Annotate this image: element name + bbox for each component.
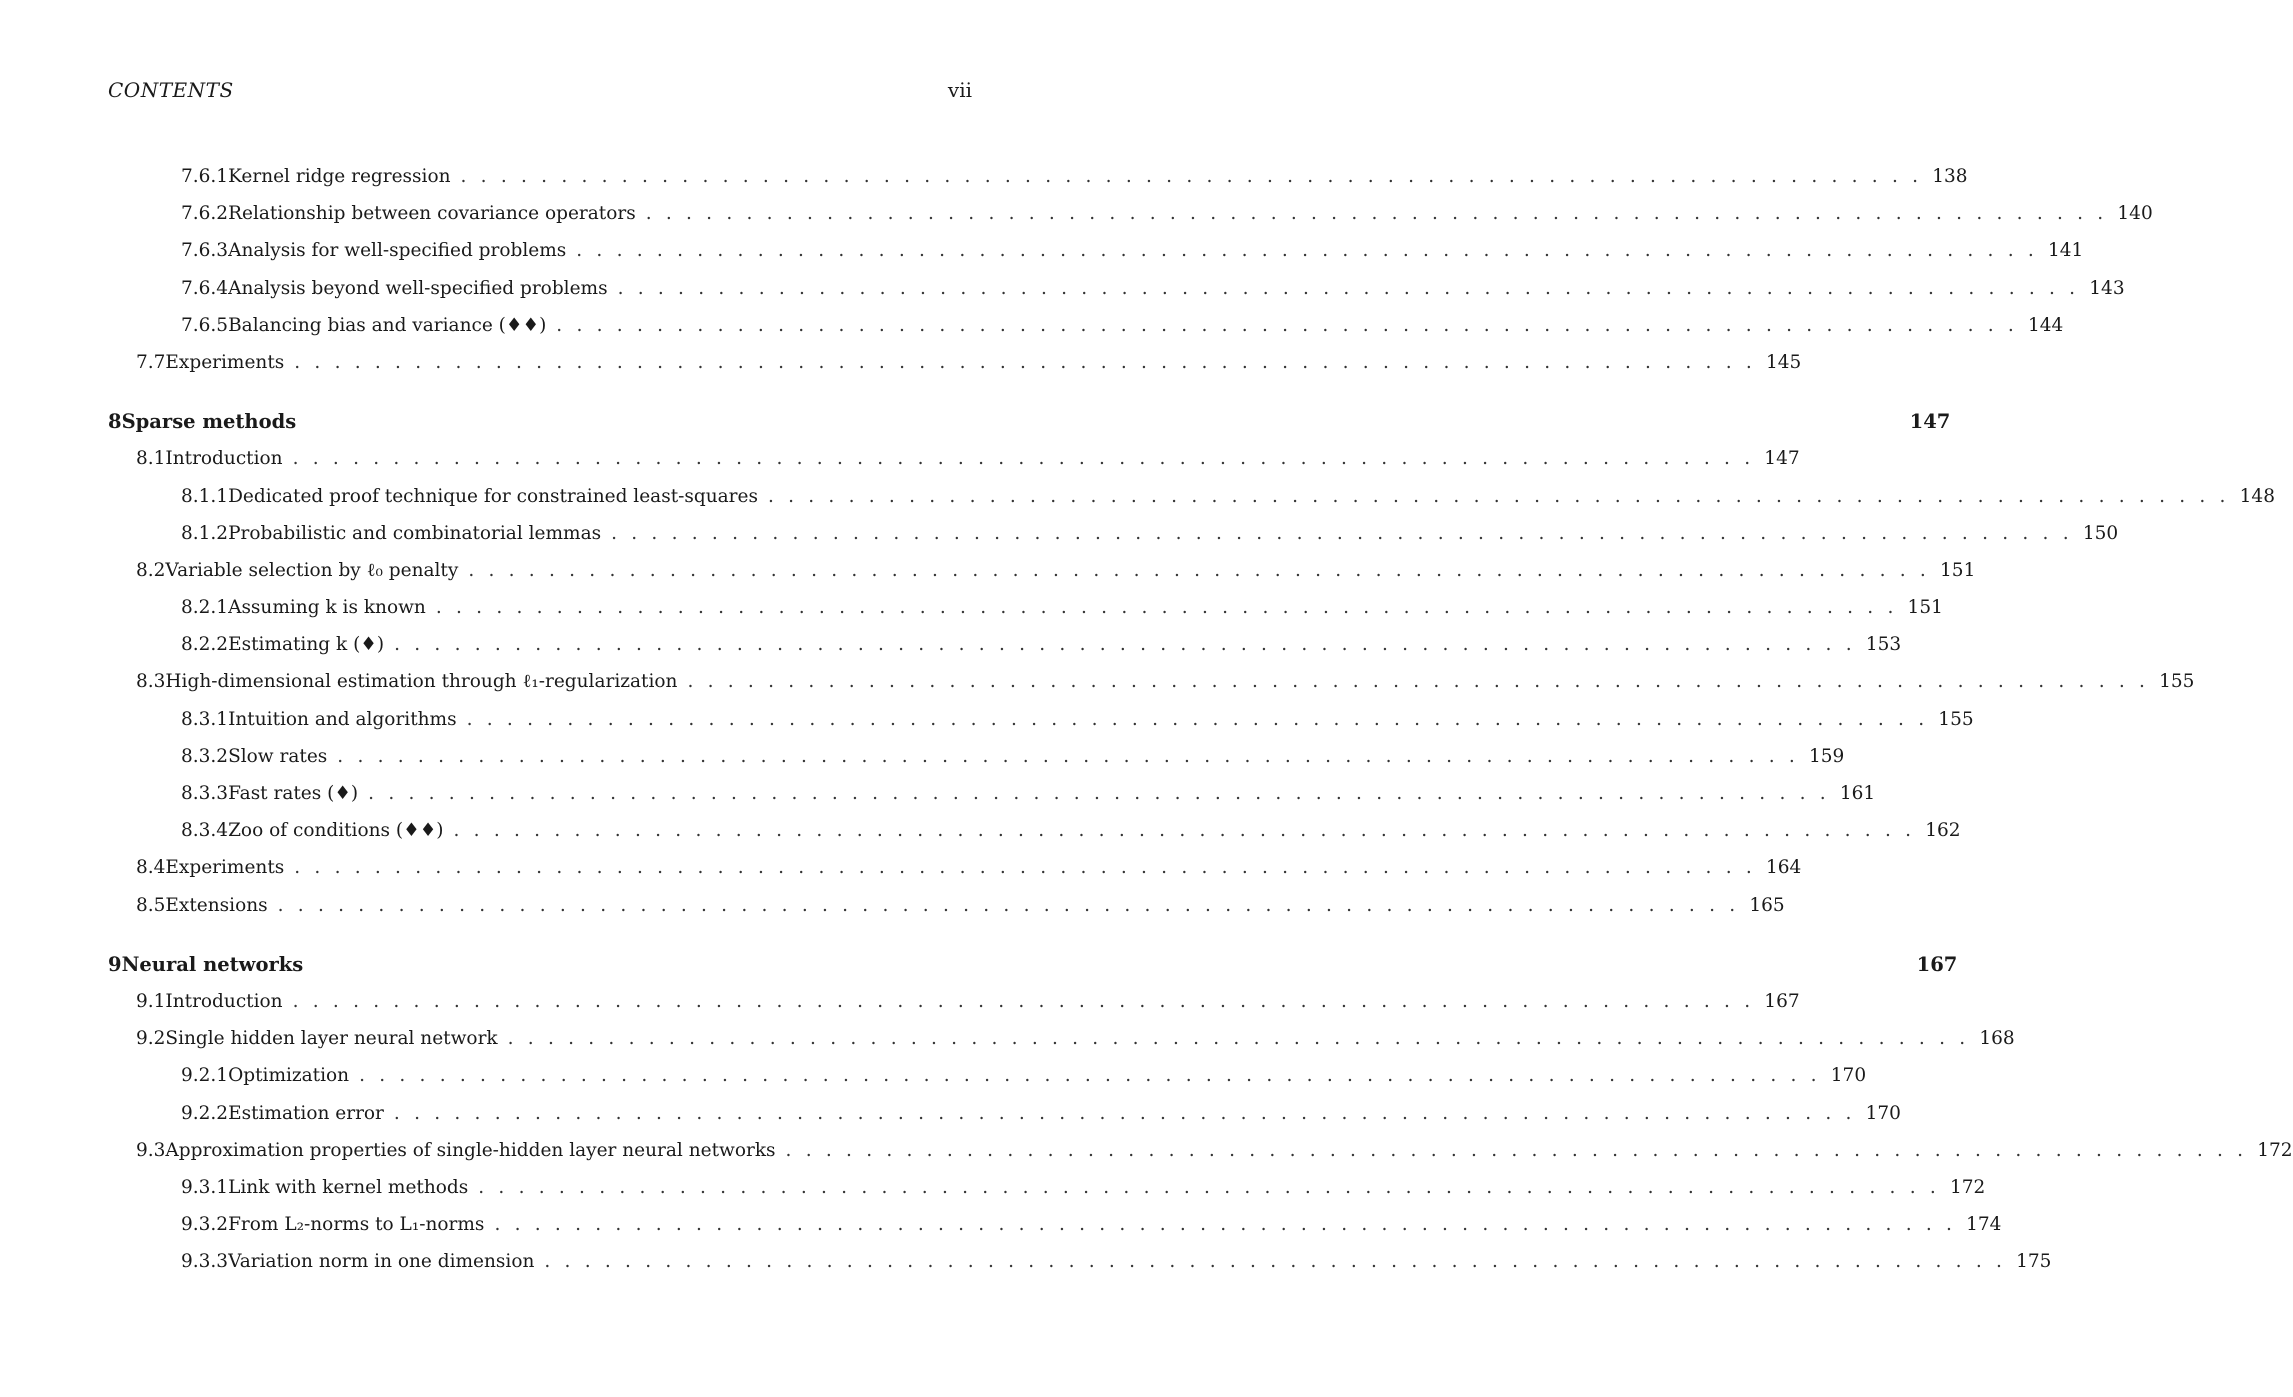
dot-leader: . . . . . . . . . . . . . . . . . . . . . . . . . . . . . . . . . . . . . . . . . . . . . . . . . . . . . . . . . . . . . . . . . . . . . . . . .	[611, 522, 2073, 544]
toc-entry-page: 144	[2028, 314, 2064, 336]
toc-entry-title: Analysis beyond well-specified problems	[228, 277, 608, 299]
toc-entry-number: 9.3.2	[181, 1214, 229, 1236]
toc-subsection-row[interactable]	[108, 701, 1974, 738]
toc-entry-page: 165	[1749, 894, 1785, 916]
toc-entry-page: 159	[1808, 745, 1845, 767]
toc-entry-number: 9.2	[136, 1028, 166, 1050]
toc-entry-title: Analysis for well-specified problems	[228, 240, 567, 262]
toc-entry-number: 7.6.4	[181, 277, 229, 299]
toc-section-row[interactable]	[108, 1020, 2015, 1057]
toc-entry-title: Slow rates	[228, 745, 328, 767]
toc-entry-number: 8.3	[136, 671, 166, 693]
toc-entry-number: 8	[108, 410, 122, 434]
toc-subsection-row[interactable]	[108, 515, 2119, 552]
dot-leader: . . . . . . . . . . . . . . . . . . . . . . . . . . . . . . . . . . . . . . . . . . . . . . . . . . . . . . . . . . . . . . . . . . . . . . . . .	[544, 1251, 2007, 1273]
toc-subsection-row[interactable]	[108, 1169, 1986, 1206]
toc-entry-number: 9.1	[136, 990, 166, 1012]
toc-entry-page: 153	[1865, 634, 1902, 656]
toc-entry-page: 174	[1966, 1214, 2002, 1236]
toc-section-row[interactable]	[108, 344, 1802, 381]
dot-leader: . . . . . . . . . . . . . . . . . . . . . . . . . . . . . . . . . . . . . . . . . . . . . . . . . . . . . . . . . . . . . . . . . . . . . . . . .	[460, 166, 1923, 187]
toc-entry-page: 155	[2159, 671, 2195, 693]
page-number: vii	[947, 78, 972, 102]
toc-entry-page: 161	[1839, 783, 1876, 804]
toc-entry-number: 8.3.4	[181, 820, 229, 842]
toc-subsection-row[interactable]	[108, 1206, 2002, 1243]
toc-entry-page: 170	[1830, 1065, 1867, 1087]
toc-subsection-row[interactable]	[108, 195, 2153, 232]
toc-section-row[interactable]	[108, 663, 2195, 700]
dot-leader: . . . . . . . . . . . . . . . . . . . . . . . . . . . . . . . . . . . . . . . . . . . . . . . . . . . . . . . . . . . . . . . . . . . . . . . . .	[466, 708, 1929, 730]
toc-section-row[interactable]	[108, 849, 1802, 886]
dot-leader: . . . . . . . . . . . . . . . . . . . . . . . . . . . . . . . . . . . . . . . . . . . . . . . . . . . . . . . . . . . . . . . . . . . . . . . . .	[277, 894, 1740, 916]
toc-entry-title: Sparse methods	[121, 410, 297, 434]
toc-entry-title: Dedicated proof technique for constrained least-squares	[228, 485, 758, 507]
toc-subsection-row[interactable]	[108, 775, 1876, 812]
toc-entry-number: 8.5	[136, 894, 166, 916]
toc-entry-page: 170	[1865, 1102, 1901, 1124]
dot-leader: . . . . . . . . . . . . . . . . . . . . . . . . . . . . . . . . . . . . . . . . . . . . . . . . . . . . . . . . . . . . . . . . . . . . . . . . .	[494, 1214, 1957, 1236]
toc-entry-title: Experiments	[165, 857, 285, 879]
toc-entry-number: 8.3.3	[181, 783, 229, 804]
toc-entry-title: Probabilistic and combinatorial lemmas	[228, 522, 602, 544]
dot-leader: . . . . . . . . . . . . . . . . . . . . . . . . . . . . . . . . . . . . . . . . . . . . . . . . . . . . . . . . . . . . . . . . . . . . . . . . .	[294, 351, 1756, 373]
dot-leader: . . . . . . . . . . . . . . . . . . . . . . . . . . . . . . . . . . . . . . . . . . . . . . . . . . . . . . . . . . . . . . . . . . . . . . . . .	[645, 203, 2108, 225]
toc-entry-title: Estimating k (♦)	[228, 634, 385, 656]
toc-entry-number: 9.3	[136, 1139, 166, 1161]
dot-leader: . . . . . . . . . . . . . . . . . . . . . . . . . . . . . . . . . . . . . . . . . . . . . . . . . . . . . . . . . . . . . . . . . . . . . . . . .	[453, 820, 1916, 842]
toc-entry-page: 167	[1916, 952, 1958, 976]
toc-chapter-row[interactable]	[108, 403, 1951, 440]
toc-entry-number: 7.6.1	[181, 166, 229, 187]
toc-subsection-row[interactable]	[108, 270, 2125, 307]
toc-entry-number: 8.3.2	[181, 745, 229, 767]
toc-subsection-row[interactable]	[108, 589, 1943, 626]
toc-entry-title: Variable selection by ℓ₀ penalty	[165, 559, 459, 581]
toc-entry-number: 9.3.3	[181, 1251, 229, 1273]
toc-entry-title: Approximation properties of single-hidden layer neural networks	[165, 1139, 776, 1161]
toc-entry-number: 9	[108, 952, 122, 976]
toc-section-row[interactable]	[108, 983, 1800, 1020]
dot-leader: . . . . . . . . . . . . . . . . . . . . . . . . . . . . . . . . . . . . . . . . . . . . . . . . . . . . . . . . . . . . . . . . . . . . . . . . .	[468, 559, 1931, 581]
toc-entry-title: Neural networks	[121, 952, 304, 976]
toc-entry-page: 155	[1938, 708, 1974, 730]
toc-section-row[interactable]	[108, 440, 1800, 477]
toc-entry-number: 7.6.2	[181, 203, 229, 225]
toc-entry-title: Extensions	[165, 894, 268, 916]
toc-entry-number: 9.3.1	[181, 1176, 229, 1198]
toc-entry-title: High-dimensional estimation through ℓ₁-regularization	[165, 671, 678, 693]
toc-entry-number: 9.2.2	[181, 1102, 229, 1124]
toc-section-row[interactable]	[108, 1132, 2293, 1169]
toc-entry-number: 8.2.1	[181, 597, 229, 619]
toc-entry-number: 7.6.5	[181, 314, 229, 336]
toc-entry-number: 9.2.1	[181, 1065, 229, 1087]
toc-section-row[interactable]	[108, 552, 1976, 589]
table-of-contents	[108, 158, 2293, 1280]
toc-entry-number: 8.1.2	[181, 522, 229, 544]
dot-leader: . . . . . . . . . . . . . . . . . . . . . . . . . . . . . . . . . . . . . . . . . . . . . . . . . . . . . . . . . . . . . . . . . . . . . . . . .	[393, 1102, 1856, 1124]
toc-entry-title: Fast rates (♦)	[228, 783, 359, 804]
toc-entry-page: 172	[2257, 1139, 2293, 1161]
toc-entry-page: 164	[1765, 857, 1802, 879]
toc-subsection-row[interactable]	[108, 812, 1961, 849]
toc-entry-page: 175	[2016, 1251, 2052, 1273]
toc-entry-page: 151	[1907, 597, 1943, 619]
toc-entry-number: 7.7	[136, 351, 166, 373]
toc-entry-page: 147	[1764, 448, 1800, 470]
dot-leader: . . . . . . . . . . . . . . . . . . . . . . . . . . . . . . . . . . . . . . . . . . . . . . . . . . . . . . . . . . . . . . . . . . . . . . . . .	[292, 448, 1755, 470]
dot-leader: . . . . . . . . . . . . . . . . . . . . . . . . . . . . . . . . . . . . . . . . . . . . . . . . . . . . . . . . . . . . . . . . . . . . . . . . .	[294, 857, 1756, 879]
toc-entry-page: 143	[2089, 277, 2125, 299]
dot-leader: . . . . . . . . . . . . . . . . . . . . . . . . . . . . . . . . . . . . . . . . . . . . . . . . . . . . . . . . . . . . . . . . . . . . . . . . .	[785, 1139, 2248, 1161]
toc-entry-title: Relationship between covariance operators	[228, 203, 636, 225]
toc-entry-number: 8.2.2	[181, 634, 229, 656]
dot-leader: . . . . . . . . . . . . . . . . . . . . . . . . . . . . . . . . . . . . . . . . . . . . . . . . . . . . . . . . . . . . . . . . . . . . . . . . .	[394, 634, 1856, 656]
toc-entry-title: Estimation error	[228, 1102, 384, 1124]
toc-subsection-row[interactable]	[108, 307, 2064, 344]
toc-entry-title: Assuming k is known	[228, 597, 426, 619]
toc-entry-page: 172	[1949, 1176, 1986, 1198]
dot-leader: . . . . . . . . . . . . . . . . . . . . . . . . . . . . . . . . . . . . . . . . . . . . . . . . . . . . . . . . . . . . . . . . . . . . . . . . .	[292, 990, 1755, 1012]
toc-chapter-row[interactable]	[108, 946, 1958, 983]
toc-subsection-row[interactable]	[108, 738, 1845, 775]
toc-entry-page: 150	[2082, 522, 2119, 544]
toc-entry-title: From L₂-norms to L₁-norms	[228, 1214, 485, 1236]
toc-subsection-row[interactable]	[108, 1243, 2052, 1280]
toc-entry-page: 145	[1765, 351, 1802, 373]
toc-entry-page: 168	[1979, 1028, 2015, 1050]
toc-subsection-row[interactable]	[108, 478, 2275, 515]
toc-entry-title: Zoo of conditions (♦♦)	[228, 820, 444, 842]
toc-entry-number: 8.4	[136, 857, 166, 879]
toc-entry-page: 151	[1940, 559, 1976, 581]
toc-entry-page: 147	[1909, 410, 1951, 434]
toc-entry-title: Experiments	[165, 351, 285, 373]
toc-entry-title: Kernel ridge regression	[228, 166, 451, 187]
toc-entry-page: 138	[1932, 166, 1968, 187]
dot-leader: . . . . . . . . . . . . . . . . . . . . . . . . . . . . . . . . . . . . . . . . . . . . . . . . . . . . . . . . . . . . . . . . . . . . . . . . .	[368, 783, 1830, 804]
dot-leader: . . . . . . . . . . . . . . . . . . . . . . . . . . . . . . . . . . . . . . . . . . . . . . . . . . . . . . . . . . . . . . . . . . . . . . . . .	[337, 745, 1799, 767]
toc-section-row[interactable]	[108, 887, 1785, 924]
toc-entry-page: 162	[1925, 820, 1961, 842]
toc-entry-number: 8.3.1	[181, 708, 229, 730]
toc-subsection-row[interactable]	[108, 232, 2084, 269]
toc-entry-number: 8.1	[136, 448, 166, 470]
toc-entry-number: 7.6.3	[181, 240, 229, 262]
toc-subsection-row[interactable]	[108, 626, 1902, 663]
toc-entry-number: 8.2	[136, 559, 166, 581]
dot-leader: . . . . . . . . . . . . . . . . . . . . . . . . . . . . . . . . . . . . . . . . . . . . . . . . . . . . . . . . . . . . . . . . . . . . . . . . .	[576, 240, 2038, 262]
toc-entry-title: Variation norm in one dimension	[228, 1251, 535, 1273]
dot-leader: . . . . . . . . . . . . . . . . . . . . . . . . . . . . . . . . . . . . . . . . . . . . . . . . . . . . . . . . . . . . . . . . . . . . . . . . .	[617, 277, 2080, 299]
toc-entry-title: Introduction	[165, 448, 283, 470]
dot-leader: . . . . . . . . . . . . . . . . . . . . . . . . . . . . . . . . . . . . . . . . . . . . . . . . . . . . . . . . . . . . . . . . . . . . . . . . .	[507, 1028, 1970, 1050]
running-head: CONTENTS	[108, 78, 234, 102]
dot-leader: . . . . . . . . . . . . . . . . . . . . . . . . . . . . . . . . . . . . . . . . . . . . . . . . . . . . . . . . . . . . . . . . . . . . . . . . .	[767, 485, 2230, 507]
toc-subsection-row[interactable]	[108, 158, 1968, 195]
toc-entry-page: 141	[2047, 240, 2084, 262]
dot-leader: . . . . . . . . . . . . . . . . . . . . . . . . . . . . . . . . . . . . . . . . . . . . . . . . . . . . . . . . . . . . . . . . . . . . . . . . .	[556, 314, 2018, 336]
toc-entry-title: Single hidden layer neural network	[165, 1028, 498, 1050]
toc-entry-page: 167	[1764, 990, 1800, 1012]
toc-entry-title: Introduction	[165, 990, 283, 1012]
toc-entry-page: 148	[2239, 485, 2275, 507]
toc-entry-title: Link with kernel methods	[228, 1176, 469, 1198]
page-header	[108, 78, 972, 102]
dot-leader: . . . . . . . . . . . . . . . . . . . . . . . . . . . . . . . . . . . . . . . . . . . . . . . . . . . . . . . . . . . . . . . . . . . . . . . . .	[359, 1065, 1821, 1087]
toc-entry-title: Optimization	[228, 1065, 350, 1087]
toc-entry-page: 140	[2117, 203, 2153, 225]
dot-leader: . . . . . . . . . . . . . . . . . . . . . . . . . . . . . . . . . . . . . . . . . . . . . . . . . . . . . . . . . . . . . . . . . . . . . . . . .	[435, 597, 1898, 619]
dot-leader: . . . . . . . . . . . . . . . . . . . . . . . . . . . . . . . . . . . . . . . . . . . . . . . . . . . . . . . . . . . . . . . . . . . . . . . . .	[478, 1176, 1940, 1198]
dot-leader: . . . . . . . . . . . . . . . . . . . . . . . . . . . . . . . . . . . . . . . . . . . . . . . . . . . . . . . . . . . . . . . . . . . . . . . . .	[687, 671, 2150, 693]
toc-subsection-row[interactable]	[108, 1057, 1867, 1094]
toc-entry-title: Intuition and algorithms	[228, 708, 457, 730]
toc-entry-title: Balancing bias and variance (♦♦)	[228, 314, 547, 336]
toc-entry-number: 8.1.1	[181, 485, 229, 507]
toc-subsection-row[interactable]	[108, 1095, 1901, 1132]
